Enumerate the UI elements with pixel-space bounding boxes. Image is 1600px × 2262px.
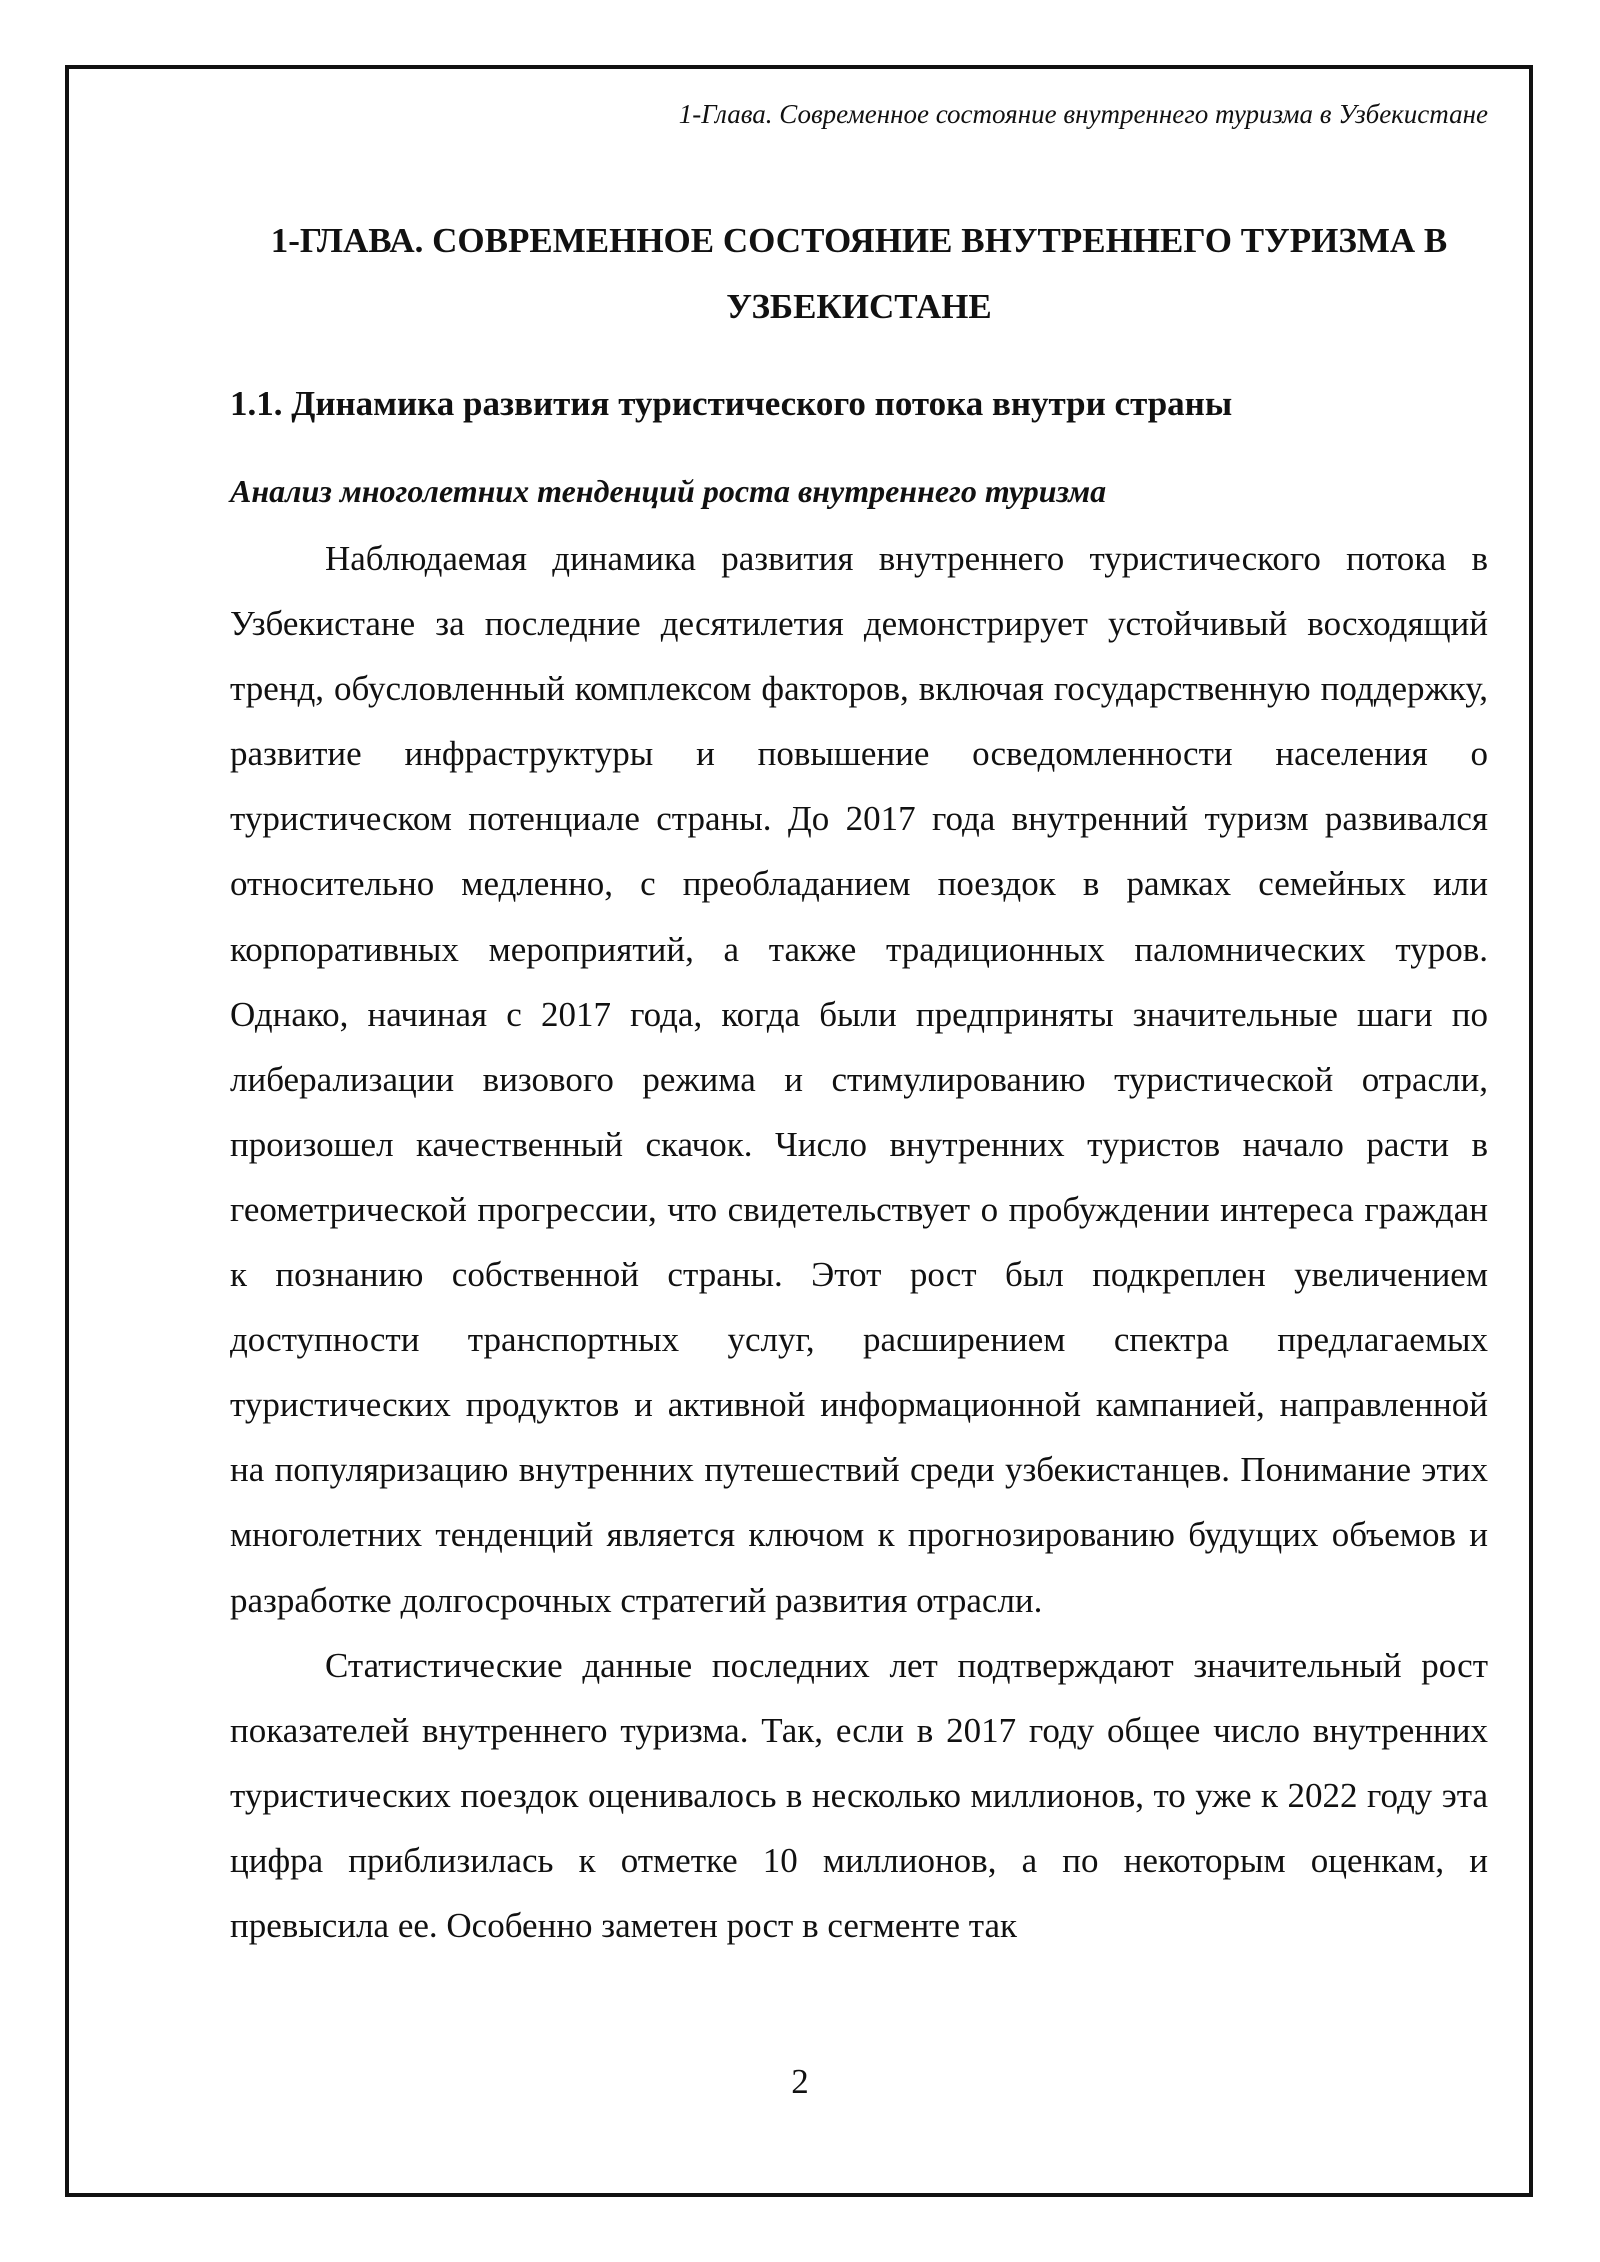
chapter-title: 1-ГЛАВА. СОВРЕМЕННОЕ СОСТОЯНИЕ ВНУТРЕННЕГО ТУРИЗМА В УЗБЕКИСТАНЕ (270, 221, 1448, 326)
running-header: 1-Глава. Современное состояние внутреннего туризма в Узбекистане (678, 99, 1488, 129)
body-paragraph: Статистические данные последних лет подтверждают значительный рост показателей внутреннего туризма. Так, если в 2017 году общее число внутренних туристических поездок оценивалось в несколько миллионов, то уже к 2022 году эта цифра приблизилась к отметке 10 миллионов, а по некоторым оценкам, и превысила ее. Особенно заметен рост в сегменте так (230, 1645, 1488, 1945)
page-number: 2 (791, 2062, 809, 2101)
subsection-title: Анализ многолетних тенденций роста внутреннего туризма (230, 473, 1107, 509)
body-paragraph: Наблюдаемая динамика развития внутреннего туристического потока в Узбекистане за последние десятилетия демонстрирует устойчивый восходящий тренд, обусловленный комплексом факторов, включая государственную поддержку, развитие инфраструктуры и повышение осведомленности населения о туристическом потенциале страны. До 2017 года внутренний туризм развивался относительно медленно, с преобладанием поездок в рамках семейных или корпоративных мероприятий, а также традиционных паломнических туров. Однако, начиная с 2017 года, когда были предприняты значительные шаги по либерализации визового режима и стимулированию туристической отрасли, произошел качественный скачок. Число внутренних туристов начало расти в геометрической прогрессии, что свидетельствует о пробуждении интереса граждан к познанию собственной страны. Этот рост был подкреплен увеличением доступности транспортных услуг, расширением спектра предлагаемых туристических продуктов и активной информационной кампанией, направленной на популяризацию внутренних путешествий среди узбекистанцев. Понимание этих многолетних тенденций является ключом к прогнозированию будущих объемов и разработке долгосрочных стратегий развития отрасли. (230, 539, 1488, 1620)
section-title: 1.1. Динамика развития туристического потока внутри страны (230, 384, 1233, 423)
page-content (230, 208, 1488, 1958)
